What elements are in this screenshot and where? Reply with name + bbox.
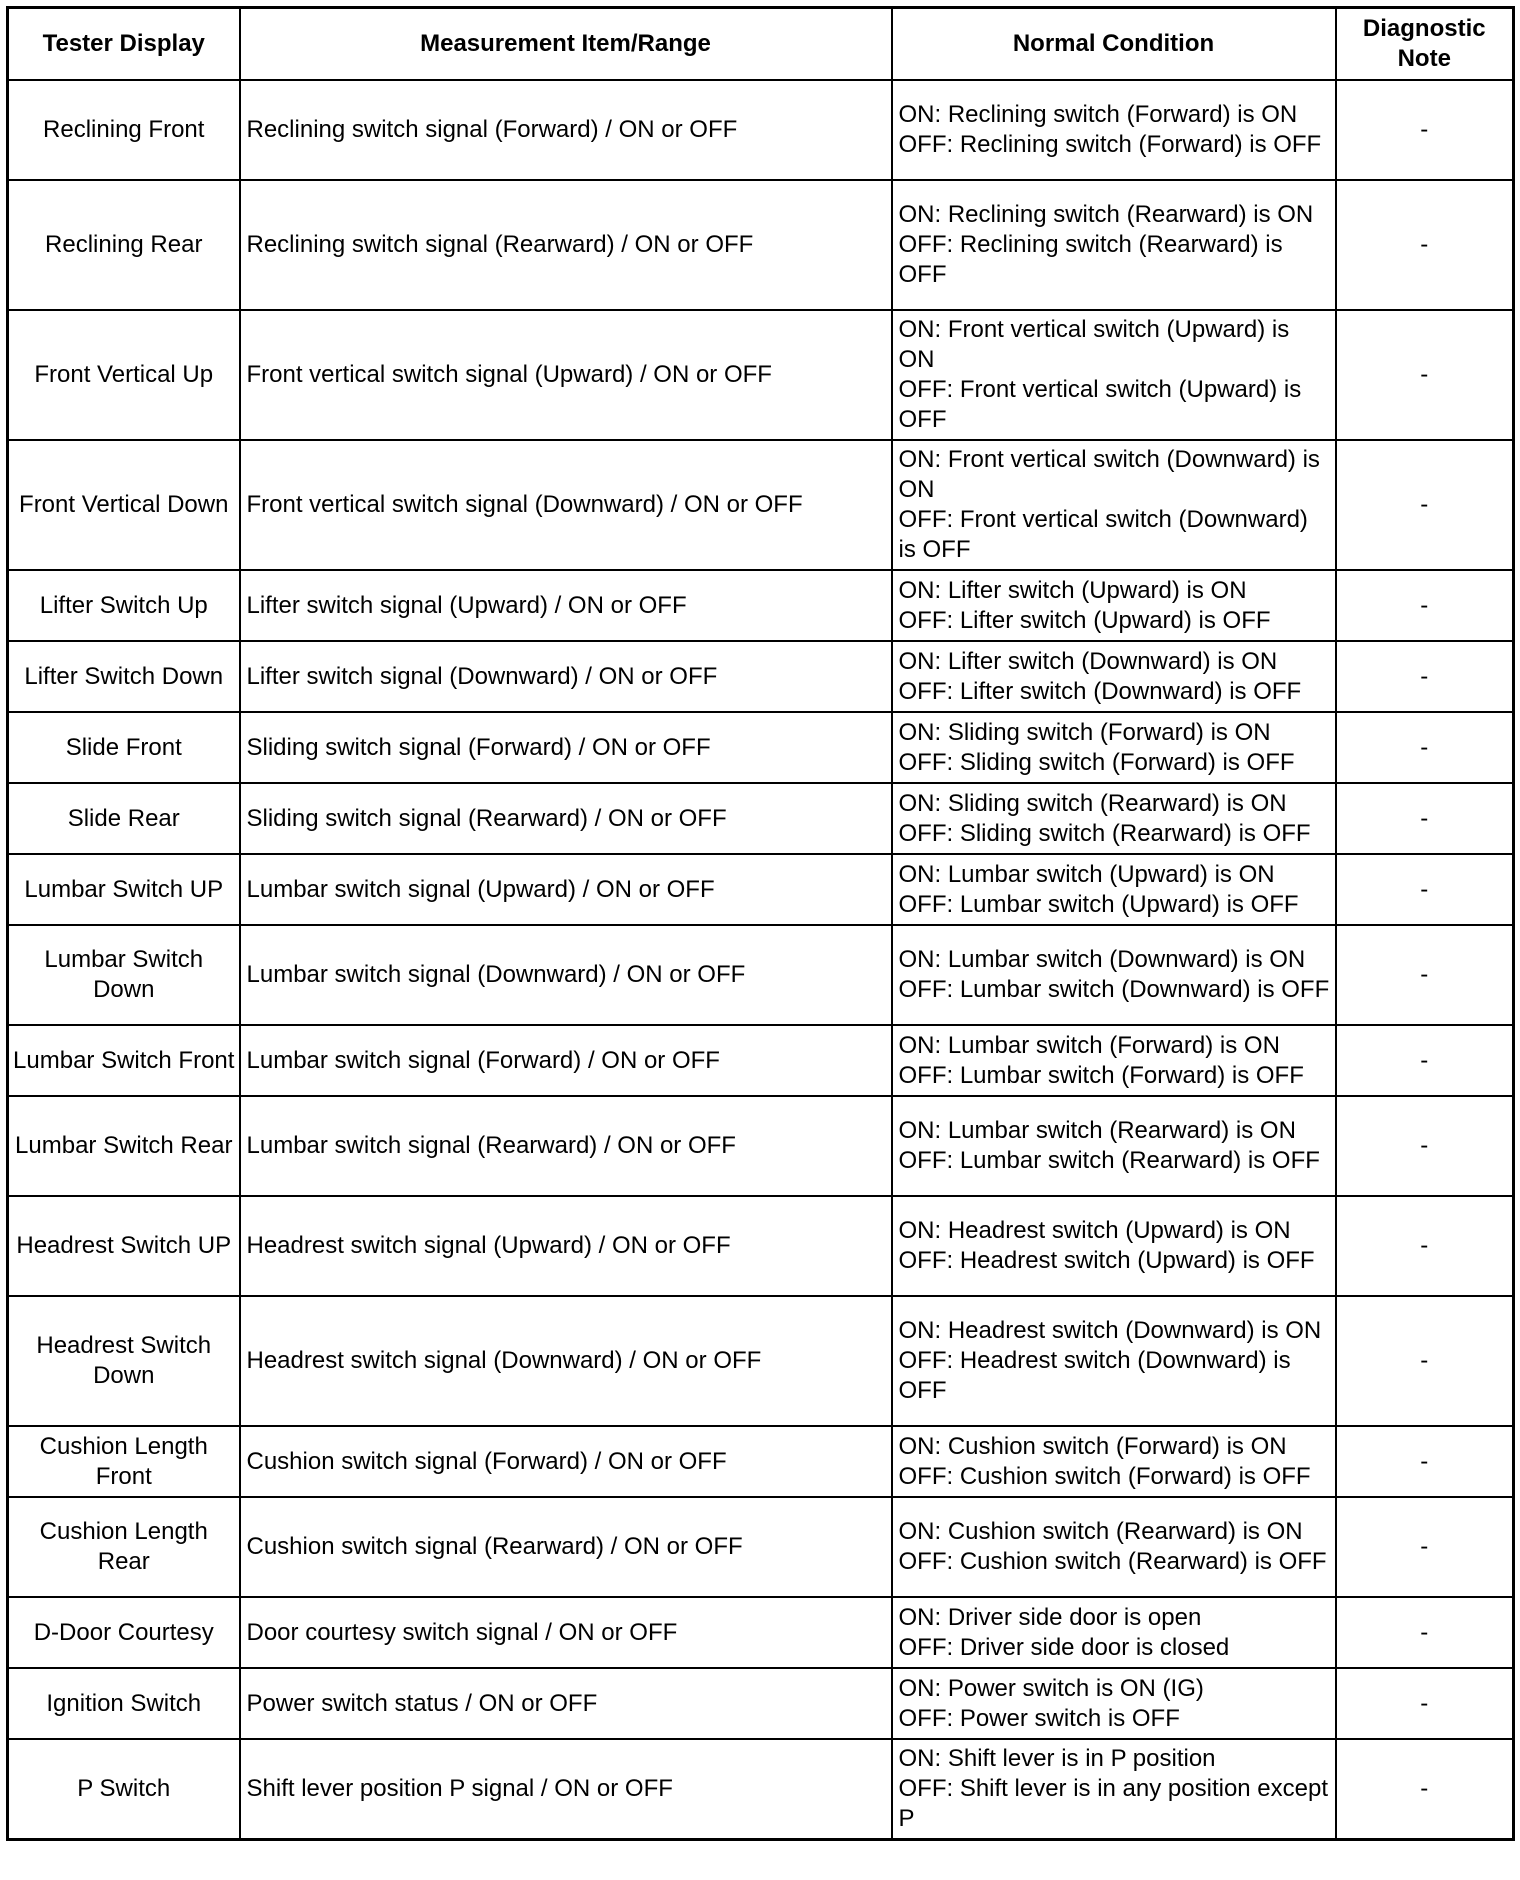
measurement-item-cell: Cushion switch signal (Rearward) / ON or OFF — [240, 1497, 892, 1597]
measurement-item-cell: Cushion switch signal (Forward) / ON or OFF — [240, 1426, 892, 1497]
header-tester-display: Tester Display — [8, 8, 240, 81]
measurement-item-cell: Sliding switch signal (Forward) / ON or OFF — [240, 712, 892, 783]
table-row — [8, 1668, 1514, 1739]
normal-condition-cell: ON: Power switch is ON (IG) OFF: Power switch is OFF — [892, 1668, 1336, 1739]
measurement-item-cell: Front vertical switch signal (Upward) / ON or OFF — [240, 310, 892, 440]
normal-condition-cell: ON: Sliding switch (Forward) is ON OFF: Sliding switch (Forward) is OFF — [892, 712, 1336, 783]
tester-display-cell: Front Vertical Up — [8, 310, 240, 440]
tester-display-cell: Reclining Rear — [8, 180, 240, 310]
table-row — [8, 1296, 1514, 1426]
table-row — [8, 1597, 1514, 1668]
tester-display-cell: Cushion Length Rear — [8, 1497, 240, 1597]
normal-condition-cell: ON: Headrest switch (Downward) is ON OFF: Headrest switch (Downward) is OFF — [892, 1296, 1336, 1426]
table-row — [8, 712, 1514, 783]
tester-display-cell: Slide Front — [8, 712, 240, 783]
measurement-item-cell: Sliding switch signal (Rearward) / ON or OFF — [240, 783, 892, 854]
measurement-item-cell: Headrest switch signal (Downward) / ON or OFF — [240, 1296, 892, 1426]
measurement-item-cell: Power switch status / ON or OFF — [240, 1668, 892, 1739]
tester-display-cell: Lumbar Switch Rear — [8, 1096, 240, 1196]
diagnostic-note-cell: - — [1336, 1739, 1514, 1840]
measurement-item-cell: Lumbar switch signal (Forward) / ON or OFF — [240, 1025, 892, 1096]
diagnostic-note-cell: - — [1336, 1096, 1514, 1196]
normal-condition-cell: ON: Front vertical switch (Upward) is ON OFF: Front vertical switch (Upward) is OFF — [892, 310, 1336, 440]
tester-display-cell: Cushion Length Front — [8, 1426, 240, 1497]
diagnostic-note-cell: - — [1336, 1426, 1514, 1497]
table-row — [8, 1196, 1514, 1296]
tester-display-cell: Lumbar Switch Down — [8, 925, 240, 1025]
tester-display-cell: Headrest Switch Down — [8, 1296, 240, 1426]
table-row — [8, 925, 1514, 1025]
diagnostic-note-cell: - — [1336, 1025, 1514, 1096]
measurement-item-cell: Lifter switch signal (Upward) / ON or OFF — [240, 570, 892, 641]
diagnostic-note-cell: - — [1336, 440, 1514, 570]
table-row — [8, 180, 1514, 310]
diagnostic-note-cell: - — [1336, 712, 1514, 783]
header-diagnostic-note: Diagnostic Note — [1336, 8, 1514, 81]
measurement-item-cell: Front vertical switch signal (Downward) / ON or OFF — [240, 440, 892, 570]
tester-display-cell: D-Door Courtesy — [8, 1597, 240, 1668]
normal-condition-cell: ON: Reclining switch (Rearward) is ON OFF: Reclining switch (Rearward) is OFF — [892, 180, 1336, 310]
table-body — [8, 80, 1514, 1840]
tester-display-cell: Ignition Switch — [8, 1668, 240, 1739]
header-row — [8, 8, 1514, 81]
diagnostic-note-cell: - — [1336, 641, 1514, 712]
measurement-item-cell: Headrest switch signal (Upward) / ON or OFF — [240, 1196, 892, 1296]
tester-display-cell: Lifter Switch Down — [8, 641, 240, 712]
header-measurement-item: Measurement Item/Range — [240, 8, 892, 81]
tester-display-cell: Reclining Front — [8, 80, 240, 180]
table-row — [8, 1025, 1514, 1096]
normal-condition-cell: ON: Cushion switch (Rearward) is ON OFF: Cushion switch (Rearward) is OFF — [892, 1497, 1336, 1597]
measurement-item-cell: Door courtesy switch signal / ON or OFF — [240, 1597, 892, 1668]
normal-condition-cell: ON: Lumbar switch (Forward) is ON OFF: Lumbar switch (Forward) is OFF — [892, 1025, 1336, 1096]
tester-display-cell: Lumbar Switch Front — [8, 1025, 240, 1096]
tester-display-cell: Headrest Switch UP — [8, 1196, 240, 1296]
tester-display-cell: Lumbar Switch UP — [8, 854, 240, 925]
normal-condition-cell: ON: Lumbar switch (Upward) is ON OFF: Lumbar switch (Upward) is OFF — [892, 854, 1336, 925]
measurement-item-cell: Lifter switch signal (Downward) / ON or OFF — [240, 641, 892, 712]
table-row — [8, 1739, 1514, 1840]
measurement-item-cell: Lumbar switch signal (Upward) / ON or OFF — [240, 854, 892, 925]
normal-condition-cell: ON: Cushion switch (Forward) is ON OFF: Cushion switch (Forward) is OFF — [892, 1426, 1336, 1497]
diagnostic-note-cell: - — [1336, 1668, 1514, 1739]
diagnostic-note-cell: - — [1336, 925, 1514, 1025]
normal-condition-cell: ON: Driver side door is open OFF: Driver side door is closed — [892, 1597, 1336, 1668]
table-row — [8, 1096, 1514, 1196]
diagnostic-note-cell: - — [1336, 310, 1514, 440]
diagnostic-note-cell: - — [1336, 1296, 1514, 1426]
normal-condition-cell: ON: Front vertical switch (Downward) is ON OFF: Front vertical switch (Downward) is OFF — [892, 440, 1336, 570]
measurement-item-cell: Lumbar switch signal (Rearward) / ON or OFF — [240, 1096, 892, 1196]
measurement-item-cell: Shift lever position P signal / ON or OFF — [240, 1739, 892, 1840]
measurement-item-cell: Reclining switch signal (Rearward) / ON or OFF — [240, 180, 892, 310]
normal-condition-cell: ON: Lumbar switch (Rearward) is ON OFF: Lumbar switch (Rearward) is OFF — [892, 1096, 1336, 1196]
table-row — [8, 641, 1514, 712]
diagnostic-note-cell: - — [1336, 80, 1514, 180]
table-header — [8, 8, 1514, 81]
normal-condition-cell: ON: Sliding switch (Rearward) is ON OFF: Sliding switch (Rearward) is OFF — [892, 783, 1336, 854]
diagnostic-note-cell: - — [1336, 1597, 1514, 1668]
diagnostic-note-cell: - — [1336, 180, 1514, 310]
header-normal-condition: Normal Condition — [892, 8, 1336, 81]
normal-condition-cell: ON: Headrest switch (Upward) is ON OFF: Headrest switch (Upward) is OFF — [892, 1196, 1336, 1296]
data-list-table — [6, 6, 1515, 1841]
tester-display-cell: Lifter Switch Up — [8, 570, 240, 641]
measurement-item-cell: Reclining switch signal (Forward) / ON or OFF — [240, 80, 892, 180]
tester-display-cell: Slide Rear — [8, 783, 240, 854]
table-row — [8, 80, 1514, 180]
normal-condition-cell: ON: Shift lever is in P position OFF: Shift lever is in any position except P — [892, 1739, 1336, 1840]
table-row — [8, 570, 1514, 641]
table-row — [8, 854, 1514, 925]
measurement-item-cell: Lumbar switch signal (Downward) / ON or OFF — [240, 925, 892, 1025]
tester-display-cell: Front Vertical Down — [8, 440, 240, 570]
table-row — [8, 783, 1514, 854]
table-row — [8, 310, 1514, 440]
table-row — [8, 440, 1514, 570]
diagnostic-note-cell: - — [1336, 854, 1514, 925]
normal-condition-cell: ON: Reclining switch (Forward) is ON OFF: Reclining switch (Forward) is OFF — [892, 80, 1336, 180]
table-row — [8, 1497, 1514, 1597]
normal-condition-cell: ON: Lifter switch (Upward) is ON OFF: Lifter switch (Upward) is OFF — [892, 570, 1336, 641]
tester-display-cell: P Switch — [8, 1739, 240, 1840]
diagnostic-note-cell: - — [1336, 1497, 1514, 1597]
normal-condition-cell: ON: Lumbar switch (Downward) is ON OFF: Lumbar switch (Downward) is OFF — [892, 925, 1336, 1025]
normal-condition-cell: ON: Lifter switch (Downward) is ON OFF: Lifter switch (Downward) is OFF — [892, 641, 1336, 712]
diagnostic-note-cell: - — [1336, 783, 1514, 854]
diagnostic-note-cell: - — [1336, 1196, 1514, 1296]
table-row — [8, 1426, 1514, 1497]
diagnostic-note-cell: - — [1336, 570, 1514, 641]
